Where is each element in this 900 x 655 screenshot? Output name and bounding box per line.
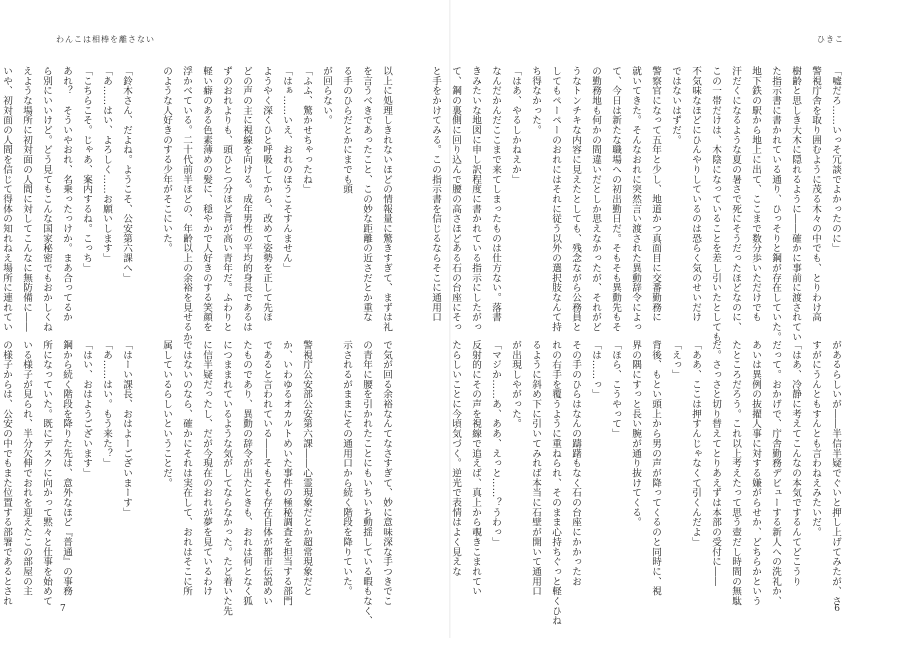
text-line: 「こちらこそ。じゃあ、案内するね。こっち」 <box>81 66 92 273</box>
text-line: うなトンチキな内容に見えたとしても、残念ながら公務員と <box>570 66 581 332</box>
page-number-left: 7 <box>60 604 66 614</box>
text-line: ようやく深くひと呼吸してから、改めて姿勢を正して先ほ <box>261 66 272 323</box>
text-line: 「はーい課長、おはよーございまーす」 <box>121 340 132 518</box>
text-line: 浮かべている。二十代前半ほどの、年齢以上の余裕を見せるか <box>181 66 192 342</box>
text-line: してもペーペーのおれにはそれに従う以外の選択肢なんて持 <box>550 66 561 332</box>
text-line: たものであり、異動の辞令が出たときも、おれは何となく狐 <box>241 340 252 606</box>
text-line: の青年に腰を引かれたことにもいちいち動揺している暇もなく、 <box>361 340 372 626</box>
text-line: 樹齢と思しき大木に隠れるように――確かに事前に渡されてい <box>790 66 801 342</box>
text-line: が回らない。 <box>321 66 332 126</box>
text-line: 「は……っ」 <box>590 340 601 400</box>
text-line: 地下鉄の駅から地上に出て、ここまで数分歩いただけでも <box>750 66 761 323</box>
text-line: 汗だくになるような夏の暑さで死にそうだったほどなのに、 <box>730 66 741 332</box>
running-head-author: ひきこ <box>817 35 844 44</box>
text-line: たらしいことに今頃気づく。逆光で表情はよく見えな <box>450 340 461 577</box>
right-page <box>430 0 900 638</box>
text-line: すがにうんともすんとも言わねえみたいだ。 <box>810 340 821 537</box>
text-line: 「はい、おはようございます」 <box>81 340 92 478</box>
text-line: 「あ……はい。もう来た？」 <box>101 340 112 469</box>
text-line: 「ああ、ここは押すんじゃなくて引くんだよ」 <box>690 340 701 547</box>
text-line: どの声の主に視線を向ける。成年男性の平均的身長であるは <box>241 66 252 332</box>
text-line: ではないはずだ。 <box>670 66 681 145</box>
page-number-right: 6 <box>834 604 840 614</box>
text-line: に信半疑だったし、だが今現在のおれが夢を見ているわけ <box>201 340 212 597</box>
text-line: あれ？ そういやおれ、名乗ったっけか。まあ合ってるか <box>61 66 72 323</box>
text-line: 「鈴木さん、だよね。ようこそ、公安第六課へ」 <box>121 66 132 283</box>
text-line: を言うべきであったこと、この妙な距離の近さだとか重な <box>361 66 372 323</box>
text-line: 警視庁公安部公安第六課――心霊現象だとか超常現象だと <box>301 340 312 597</box>
left-upper-text-block <box>1 66 396 342</box>
text-line: 「ふふ、驚かせちゃったね」 <box>301 66 312 195</box>
text-line: この一帯だけは、木陰になっていることを差し引いたとしても <box>710 66 721 342</box>
text-line: 警察官になって五年と少し、地道かつ真面目に交番勤務に <box>650 66 661 323</box>
left-lower-text-block <box>1 340 396 626</box>
text-line: たところだろう。これ以上考えたって思う壺だし時間の無駄 <box>730 340 741 606</box>
text-line: ら別にいいけど。どう見てもこんな国家秘密でもおかしくね <box>41 66 52 332</box>
text-line: 「ほら、こうやって」 <box>610 340 621 439</box>
text-line <box>136 340 156 602</box>
text-line: あいは異例の抜擢人事に対する嫌がらせか、どちらかという <box>750 340 761 606</box>
text-line: 示されるがままにその通用口から続く階段を降りていた。 <box>341 340 352 597</box>
text-line: で気が回る余裕なんてなさすぎて、妙に意味深な手つきでこ <box>381 340 392 606</box>
text-line: 所になっていた。既にデスクに向かって黙々と仕事を始めて <box>41 340 52 606</box>
text-line: 「あ……はい、よろしく……お願いします」 <box>101 66 112 263</box>
right-lower-text-block <box>450 340 845 626</box>
text-line: きみたいな地図に申し訳程度に書かれている指示にしたがっ <box>470 66 481 332</box>
text-line: か、いわゆるオカルトめいた事件の極秘調査を担当する部門 <box>281 340 292 606</box>
text-line: の勤務地も何かの間違いだとしか思えなかったが、それがど <box>590 66 601 332</box>
text-line: 以上に処理しきれないほどの情報量に驚きすぎて、まずは礼 <box>381 66 392 332</box>
text-line: 背後、もとい頭上から男の声が降ってくるのと同時に、視 <box>650 340 661 597</box>
text-line: 鋼から続く階段を降りた先は、意外なほど『普通』の事務 <box>61 340 72 597</box>
text-line: 「はぁ……いえ、おれのほうこそすんません」 <box>281 66 292 273</box>
text-line: であると言われている――そもそも存在自体が都市伝説めい <box>261 340 272 606</box>
text-line: ではないのなら、確かにそれは実在して、おれはそこに所 <box>181 340 192 597</box>
text-line: だ。さっさと切り替えてとりあえずは本部の受付に―― <box>710 340 721 587</box>
text-line: いる様子が見られ、半分欠伸でおれを迎えたこの部屋の主 <box>21 340 32 597</box>
text-line <box>136 66 156 330</box>
left-page <box>0 0 449 638</box>
text-line: 反射的にその声を視線で追えば、真上から覗きこまれてい <box>470 340 481 597</box>
text-line: ずのおれよりも、頭ひとつ分ほど背が高い青年だ。ふわりと <box>221 66 232 332</box>
text-line: 軽い癖のある色素薄めの髪に、穏やかで人好きのする笑顔を <box>201 66 212 332</box>
text-line: があるらしいが――半信半疑でぐいと押し上げてみたが、さ <box>830 340 841 606</box>
text-line: 警視庁舎を取り囲むように茂る木々の中でも、とりわけ高 <box>810 66 821 323</box>
text-line: 就いてきた。そんなおれに突然言い渡された異動辞令によっ <box>630 66 641 332</box>
text-line: 界の隅にすっと長い腕が通り抜けてくる。 <box>630 340 641 528</box>
text-line: ち得なかった。 <box>530 66 541 135</box>
text-line: る手のひらだとかにまでも頭 <box>341 66 352 195</box>
text-line <box>316 340 336 602</box>
text-line: 「えっ」 <box>670 340 681 380</box>
text-line: 属しているらしいということだ。 <box>161 340 172 488</box>
text-line: が出現しやがった。 <box>510 340 521 429</box>
text-line: その手のひらはなんの躊躇もなく石の台座にかかったお <box>570 340 581 587</box>
text-line: 「マジか……あ、ああ、えっと……？うわっ」 <box>490 340 501 547</box>
text-line: のような人好きのする少年がそこにいた。 <box>161 66 172 254</box>
text-line: につままれているような気がしてならなかった。たど着いた先 <box>221 340 232 616</box>
text-line: えような場所に初対面の人間に対してこんなに無防備に―― <box>21 66 32 332</box>
text-line: て、鋼の裏側に回り込んで腰の高さほどある石の台座にそっ <box>450 66 461 332</box>
text-line: た指示書に書かれている通り、ひっそりと鋼が存在していた。 <box>770 66 781 342</box>
running-head-book-title: わんこは相棒を離さない <box>56 35 155 44</box>
text-line: だって。おかげで、庁舎勤務デビューする新人への洗礼か、 <box>770 340 781 606</box>
text-line: なんだかんだここまで来てしまったものは仕方ない。落書 <box>490 66 501 323</box>
text-line: いや、初対面の人間を信じて得体の知れねえ場所に連れてい <box>1 66 12 332</box>
text-line: 不気味なほどにひんやりしているのは恐らく気のせいだけ <box>690 66 701 323</box>
text-line: 「はあ、冷静に考えてこんなの本気でするんてどこうり <box>790 340 801 587</box>
text-line: 「嘘だろ……いっそ冗談でよかったのに」 <box>830 66 841 254</box>
text-line: と手をかけてみる。この指示書を信じるならそこに通用口 <box>430 66 441 323</box>
text-line: の様子からは、公安の中でもまた位置する部署であるとされ <box>1 340 12 606</box>
text-line: るように斜め下に引いてみれば本当に石壁が開いて通用口 <box>530 340 541 597</box>
text-line: れの右手を覆うように重ねられ、そのまま心持ちぐっと軽くひね <box>550 340 561 626</box>
text-line: て、今日は新たな職場への初出勤日だ。そもそも異動先もそ <box>610 66 621 332</box>
text-line: 「はあ、やるしかねえか」 <box>510 66 521 185</box>
right-upper-text-block <box>430 66 845 342</box>
